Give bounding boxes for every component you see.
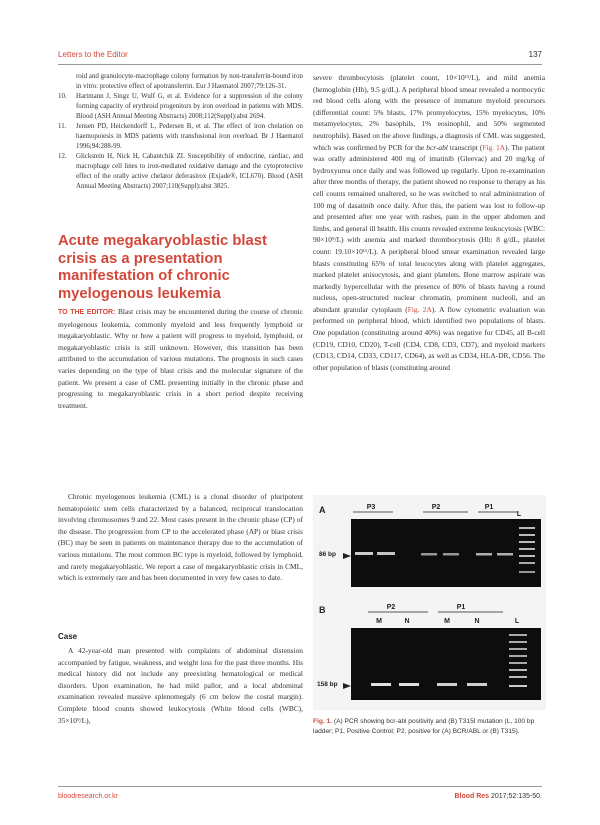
panel-b-group-label: P1 xyxy=(456,604,466,611)
panel-a-letter: A xyxy=(319,505,326,515)
reference-item xyxy=(58,122,303,152)
reference-text: Hartmann J, Singz U, Wulf G, et al. Evidence for a suppression of the colony forming capacity of erythroid progenitors by iron overload in patients with MDS. Blood (ASH Annual Meeting Abstracts) 2008;112(Suppl):abst 2694. xyxy=(76,93,303,120)
right-column-text xyxy=(313,72,545,373)
gel-band xyxy=(371,683,391,686)
gel-band xyxy=(437,683,457,686)
panel-a-bracket-lines xyxy=(343,500,543,514)
journal-website-link[interactable]: bloodresearch.or.kr xyxy=(58,793,118,800)
fig-1a-link[interactable]: Fig. 1A xyxy=(482,142,506,152)
figure-caption-text: (A) PCR showing bcr-abl positivity and (B) T315I mutation (L, 100 bp ladder; P1, Positive Control; P2, positive for (A) BCR/ABL or (B) T315). xyxy=(313,718,535,735)
right-text-part: ). The patient was orally administered 400 mg of imatinib (Gleevac) and 20 mg/kg of hydroxyurea once daily and was followed up regularly. Upon re-examination after three months of therapy, the patient showed no response to therapy as his cell counts remained unaltered, so he was switched to oral administration of 100 mg of dasatinib once daily. After this, the patient was lost to follow-up and presented after one year with rashes, pain in the upper abdomen and limbs, and general ill health. His counts revealed extreme leukocytosis (WBC: 90×10⁹/L) with anemia and marked thrombocytosis (Hb: 8 g/dL, platelet count: 19.10×10¹¹/L). A peripheral blood smear examination revealed large blasts constituting 65% of total leucocytes along with platelet aggregates, marked platelet anisocytosis, and giant platelets. Bone marrow aspirate was markedly hypercellular with the presence of 80% of blasts having a round nucleus, open-structured nuclear chromatin, prominent nucleoli, and an abundant granular cytoplasm ( xyxy=(313,142,545,314)
gel-band xyxy=(467,683,487,686)
reference-text: Glickstein H, Nick H, Cabantchik ZI. Susceptibility of endocrine, cardiac, and macrophage cell lines to iron-mediated oxidative damage and the cytoprotective effect of the orally active chelator deferasirox (Exjade®, ICL670). Blood (ASH Annual Meeting Abstracts) 2007;110(Suppl):abst 3825. xyxy=(76,153,303,190)
gel-band xyxy=(355,552,373,555)
reference-number: 12. xyxy=(58,153,67,160)
gel-band xyxy=(399,683,419,686)
figure-number: Fig. 1. xyxy=(313,718,333,725)
footer-citation xyxy=(454,793,542,800)
reference-text: Jensen PD, Heickendorff L, Pedersen B, et al. The effect of iron chelation on haemopoiesis in MDS patients with transfusional iron overload. Br J Haematol 1996;94:288-99. xyxy=(76,123,303,150)
footer-rule xyxy=(58,786,542,787)
panel-a-arrow xyxy=(343,552,353,560)
gel-band xyxy=(377,552,395,555)
panel-b-gel xyxy=(351,628,541,700)
right-text-part: transcript ( xyxy=(447,142,483,152)
gel-band xyxy=(476,553,492,556)
page-number: 137 xyxy=(528,50,542,59)
to-the-editor-label: TO THE EDITOR: xyxy=(58,309,116,316)
gel-band xyxy=(443,553,459,556)
figure-caption xyxy=(313,717,546,736)
panel-b-band-size: 158 bp xyxy=(317,681,338,688)
panel-b-group-label: P2 xyxy=(386,604,396,611)
article-title: Acute megakaryoblastic blast crisis as a presentation manifestation of chronic myelogenous leukemia xyxy=(58,233,267,302)
reference-item xyxy=(58,152,303,192)
panel-b-ladder-label: L xyxy=(514,618,520,625)
case-heading: Case xyxy=(58,632,78,641)
panel-a-gel xyxy=(351,519,541,587)
references-list xyxy=(58,72,303,192)
lead-paragraph xyxy=(58,306,303,411)
panel-b-lane-label: N xyxy=(404,618,410,625)
panel-a-group-label: P3 xyxy=(366,504,376,511)
panel-a-group-label: P2 xyxy=(431,504,441,511)
panel-b-lane-label: M xyxy=(444,618,450,625)
panel-b-bracket-lines xyxy=(353,600,523,614)
figure-gel-electrophoresis xyxy=(313,495,546,710)
panel-a-group-label: P1 xyxy=(484,504,494,511)
lead-paragraph-text: Blast crisis may be encountered during the course of chronic myelogenous leukemia, commonly myeloid and less frequently lymphoid or megakaryoblastic. Why or how a patient will progress to myeloid, lymphoid, or megakaryoblastic crisis is still unknown. However, this transition has been attributed to the accumulation of various mutations. The prognosis in such cases varies depending on the type of blast crisis and the molecular signature of the patient. We present a case of CML presenting initially in the chronic phase and progressing to megakaryoblastic crisis in a short period despite receiving treatment. xyxy=(58,307,304,410)
panel-b-arrow xyxy=(343,682,353,690)
reference-continuation: roid and granulocyte-macrophage colony formation by non-transferrin-bound iron in vitro: protective effect of apotransferrin. Eur J Haematol 2007;79:126-31. xyxy=(76,73,303,90)
header-rule xyxy=(58,64,542,65)
panel-b-letter: B xyxy=(319,605,326,615)
panel-b-lane-label: N xyxy=(474,618,480,625)
right-text-part: severe thrombocytosis (platelet count, 10×10¹¹/L), and mild anemia (hemoglobin (Hb), 9.5 g/dL). A peripheral blood smear revealed a normocytic red blood cells along with the presence of immature myeloid precursors (differential count: 5% blasts, 17% promyelocytes, 15% myelocytes, 10% metamyelocytes, 2% basophils, 1% eosinophil, and 50% segmented neutrophils). Based on the above findings, a diagnosis of CML was suggested, which was confirmed by PCR for the xyxy=(313,73,545,152)
reference-number: 11. xyxy=(58,123,67,130)
panel-b-lane-label: M xyxy=(376,618,382,625)
journal-abbrev: Blood Res xyxy=(454,793,490,800)
case-paragraph: A 42-year-old man presented with complaints of abdominal distension accompanied by fatigue, weakness, and weight loss for the past three months. His medical history did not include any preexisting hematological or medical disorders. Upon examination, he had mild pallor, and a local abdominal examination revealed massive splenomegaly (6 cm below the costal margin). Complete blood counts showed leukocytosis (White blood cells (WBC), 35×10⁹/L), xyxy=(58,646,303,725)
reference-number: 10. xyxy=(58,93,67,100)
gel-band xyxy=(497,553,513,556)
citation-text: 2017;52:135-50. xyxy=(489,793,542,800)
right-text-part: ). A flow cytometric evaluation was performed on peripheral blood, which identified two populations of blasts. One population (constituting around 40%) was negative for CD45, all B-cell (CD19, CD10, CD20), T-cell (CD4, CD8, CD3, CD7), and myeloid markers (CD13, CD14, CD33, CD117, CD64), as well as CD34, HLA-DR, CD56. The other population of blasts (constituting around xyxy=(313,304,545,372)
panel-a-ladder-label: L xyxy=(516,511,522,518)
intro-paragraph: Chronic myelogenous leukemia (CML) is a clonal disorder of pluripotent hematopoietic stem cells characterized by a balanced, reciprocal translocation involving chromosomes 9 and 22. Most cases present in the chronic phase (CP) of the disease. The progression from CP to the accelerated phase (AP) or blast crisis (BC) may be seen in patients on maintenance therapy due to the accumulation of various mutations. The most common BC type is myeloid, followed by lymphoid, and rarely megakaryoblastic. We report a case of megakaryoblastic crisis in CML, which is extremely rare and has been documented in very few cases to date. xyxy=(58,492,303,583)
panel-a-band-size: 86 bp xyxy=(319,551,336,558)
gel-band xyxy=(421,553,437,556)
bcr-abl-italic: bcr-abl xyxy=(426,142,448,152)
running-header-section: Letters to the Editor xyxy=(58,50,128,59)
reference-item xyxy=(58,92,303,122)
fig-2a-link[interactable]: Fig. 2A xyxy=(407,304,432,314)
